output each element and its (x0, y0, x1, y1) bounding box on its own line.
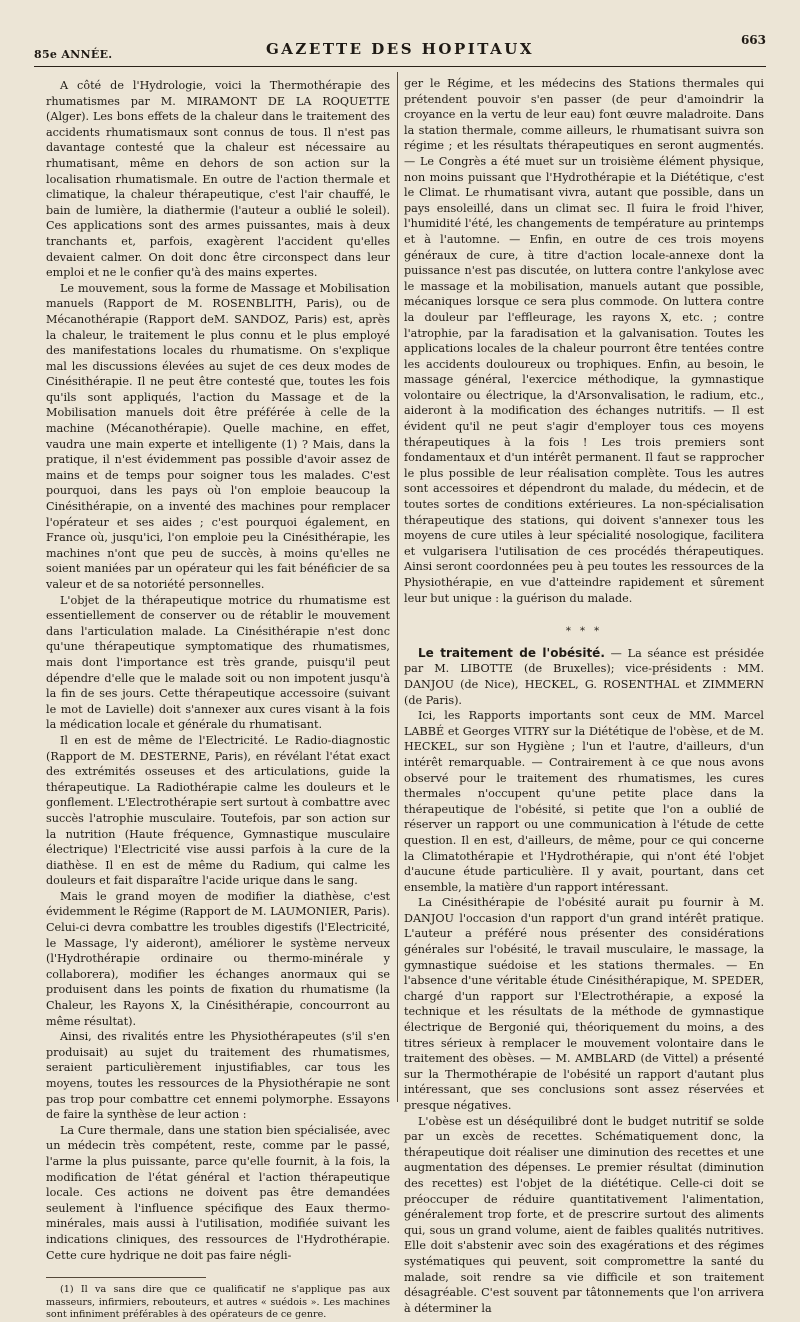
footnote-rule (46, 1277, 206, 1278)
paragraph-reports: Ici, les Rapports importants sont ceux de MM. Marcel LABBÉ et Georges VITRY sur la Diététique de l'obèse, et de M. HECKEL, sur son Hygiène ; l'un et l'autre, d'ailleurs, d'un intérêt remarquable. — Contrairement à ce que nous avons observé pour le traitement des rhumatismes, les cures thermales n'occupent qu'une petite place dans la thérapeutique de l'obésité, si petite que l'on a oublié de réserver un rapport ou une communication à l'étude de cette question. Il en est, d'ailleurs, de même, pour ce qui concerne la Climatothérapie et l'Hydrothérapie, qui n'ont été l'objet d'aucune étude particulière. Il y avait, pourtant, dans cet ensemble, la matière d'un rapport intéressant. (404, 709, 764, 894)
journal-title: GAZETTE DES HOPITAUX (265, 40, 534, 58)
left-column (46, 78, 390, 1322)
paragraph-thermotherapy: A côté de l'Hydrologie, voici la Thermothérapie des rhumatismes par M. MIRAMONT DE LA ROQUETTE (Alger). Les bons effets de la chaleur dans le traitement des accidents rhumatismaux sont connus de tous. Il n'est pas davantage contesté que la chaleur est nécessaire au rhumatisant, même en dehors de son action sur la localisation rhumatismale. En outre de l'action thermale et climatique, la chaleur thérapeutique, c'est l'air chauffé, le bain de lumière, la diathermie (l'auteur a oublié le soleil). Ces applications sont des armes puissantes, mais à deux tranchants et, parfois, exagèrent l'accident qu'elles devaient calmer. On doit donc être circonspect dans leur emploi et ne le confier qu'à des mains expertes. (46, 79, 390, 280)
header-rule (34, 66, 766, 67)
paragraph-continuation: ger le Régime, et les médecins des Stations thermales qui prétendent pouvoir s'en passer (de peur d'amoindrir la croyance en la vertu de leur eau) font œuvre maladroite. Dans la station thermale, comme ailleurs, le rhumatisant suivra son régime ; et les résultats thérapeutiques en seront augmentés. — Le Congrès a été muet sur un troisième élément physique, non moins puissant que l'Hydrothérapie et la Diététique, c'est le Climat. Le rhumatisant vivra, autant que possible, dans un pays ensoleillé, dans un climat sec. Il fuira le froid l'hiver, l'humidité l'été, les changements de température au printemps et à l'automne. — Enfin, en outre de ces trois moyens généraux de cure, à titre d'action locale-annexe dont la puissance n'est pas discutée, on luttera contre l'ankylose avec le massage et la mobilisation, manuels autant que possible, mécaniques lorsque ce sera plus commode. On luttera contre la douleur par l'effleurage, les rayons X, etc. ; contre l'atrophie, par la faradisation et la galvanisation. Toutes les applications locales de la chaleur pourront être tentées contre les accidents douloureux ou trophiques. Enfin, au besoin, le massage général, l'exercice méthodique, la gymnastique volontaire ou électrique, la d'Arsonvalisation, le radium, etc., aideront à la modification des échanges nutritifs. — Il est évident qu'il ne peut s'agir d'employer tous ces moyens thérapeutiques à la fois ! Les trois premiers sont fondamentaux et d'un intérêt permanent. Il faut se rapprocher le plus possible de leur réalisation complète. Tous les autres sont accessoires et dépendront du malade, du médecin, et de toutes sortes de conditions extérieures. La non-spécialisation thérapeutique des stations, qui doivent s'annexer tous les moyens de cure utiles à leur spécialité nosologique, facilitera et vulgarisera l'utilisation de ces procédés thérapeutiques. Ainsi seront coordonnées peu à peu toutes les ressources de la Physiothérapie, en vue d'atteindre rapidement et sûrement leur but unique : la guérison du malade. (404, 77, 764, 605)
right-column (404, 76, 764, 1316)
paragraph-obese-budget: L'obèse est un déséquilibré dont le budget nutritif se solde par un excès de recettes. Schématiquement donc, la thérapeutique doit réaliser une diminution des recettes et une augmentation des dépenses. Le premier résultat (diminution des recettes) est l'objet de la diététique. Celle-ci doit se préoccuper de réduire quantitativement l'alimentation, généralement trop forte, et de prescrire surtout des aliments qui, sous un grand volume, aient de faibles qualités nutritives. Elle doit s'abstenir avec soin des exagérations et des régimes systématiques qui peuvent, soit compromettre la santé du malade, soit rendre sa vie difficile et son traitement désagréable. C'est souvent par tâtonnements que l'on arrivera à déterminer la (404, 1114, 764, 1315)
section-separator: * * * (565, 626, 603, 638)
page-number: 663 (740, 33, 766, 47)
paragraph-massage: Le mouvement, sous la forme de Massage et Mobilisation manuels (Rapport de M. ROSENBLITH, Paris), ou de Mécanothérapie (Rapport deM. SANDOZ, Paris) est, après la chaleur, le traitement le plus connu et le plus employé des manifestations locales du rhumatisme. On s'explique mal les discussions élevées au sujet de ces deux modes de Cinésithérapie. Il ne peut être contesté que, toutes les fois qu'ils sont appliqués, l'action du Massage et de la Mobilisation manuels doit être préférée à celle de la machine (Mécanothérapie). Quelle machine, en effet, vaudra une main experte et intelligente (1) ? Mais, dans la pratique, il n'est évidemment pas possible d'avoir assez de mains et de temps pour soigner tous les malades. C'est pourquoi, dans les pays où l'on emploie beaucoup la Cinésithérapie, on a inventé des machines pour remplacer l'opérateur et ses aides ; c'est pourquoi également, en France où, jusqu'ici, l'on emploie peu la Cinésithérapie, les machines n'ont que peu de succès, à moins qu'elles ne soient maniées par un opérateur qui les fait bénéficier de sa valeur et de sa notoriété personnelles. (46, 281, 390, 591)
session-presidency: — La séance est présidée par M. LIBOTTE (de Bruxelles); vice-présidents : MM. DANJOU (de Nice), HECKEL, G. ROSENTHAL et ZIMMERN (de Paris). (404, 646, 764, 707)
volume-year: 85e ANNÉE. (34, 48, 113, 61)
paragraph-thermal-cure: La Cure thermale, dans une station bien spécialisée, avec un médecin très compétent, reste, comme par le passé, l'arme la plus puissante, parce qu'elle fournit, à la fois, la modification de l'état général et l'action thérapeutique locale. Ces actions ne doivent pas être demandées seulement à l'influence spécifique des Eaux thermo-minérales, mais aussi à l'utilisation, modifiée suivant les indications cliniques, des ressources de l'Hydrothérapie. Cette cure hydrique ne doit pas faire négli- (46, 1123, 390, 1262)
paragraph-kinesitherapy: L'objet de la thérapeutique motrice du rhumatisme est essentiellement de conserver ou de rétablir le mouvement dans l'articulation malade. La Cinésithérapie n'est donc qu'une thérapeutique symptomatique des rhumatismes, mais dont l'importance est très grande, puisqu'il peut dépendre d'elle que le malade soit ou non impotent jusqu'à la fin de ses jours. Cette thérapeutique accessoire (suivant le mot de Lavielle) doit s'annexer aux cures visant à la fois la médication locale et générale du rhumatisant. (46, 593, 390, 732)
column-divider (397, 72, 398, 1102)
paragraph-kinesitherapy-obesity: La Cinésithérapie de l'obésité aurait pu fournir à M. DANJOU l'occasion d'un rapport d'un grand intérêt pratique. L'auteur a préféré nous présenter des considérations générales sur l'obésité, le travail musculaire, le massage, la gymnastique suédoise et les stations thermales. — En l'absence d'une véritable étude Cinésithérapique, M. SPEDER, chargé d'un rapport sur l'Electrothérapie, a exposé la technique et les résultats de la méthode de gymnastique électrique de Bergonié qui, théoriquement du moins, a des titres sérieux à remplacer le mouvement volontaire dans le traitement des obèses. — M. AMBLARD (de Vittel) a présenté sur la Thermothérapie de l'obésité un rapport d'autant plus intéressant, que ses conclusions sont assez réservées et presque négatives. (404, 896, 764, 1112)
footnote: (1) Il va sans dire que ce qualificatif ne s'applique pas aux masseurs, infirmiers, rebouteurs, et autres « suédois ». Les machines sont infiniment préférables à des opérateurs de ce genre. (46, 1284, 390, 1321)
section-title: Le traitement de l'obésité. (418, 645, 605, 660)
paragraph-regime: Mais le grand moyen de modifier la diathèse, c'est évidemment le Régime (Rapport de M. LAUMONIER, Paris). Celui-ci devra combattre les troubles digestifs (l'Electricité, le Massage, l'y aideront), améliorer le système nerveux (l'Hydrothérapie ordinaire ou thermo-minérale y collaborera), modifier les échanges anormaux qui se produisent dans les points de fixation du rhumatisme (la Chaleur, les Rayons X, la Cinésithérapie, concourront au même résultat). (46, 889, 390, 1028)
paragraph-electricity: Il en est de même de l'Electricité. Le Radio-diagnostic (Rapport de M. DESTERNE, Paris), en révélant l'état exact des extrémités osseuses et des articulations, guide la thérapeutique. La Radiothérapie calme les douleurs et le gonflement. L'Electrothérapie sert surtout à combattre avec succès l'atrophie musculaire. Toutefois, par son action sur la nutrition (Haute fréquence, Gymnastique musculaire électrique) l'Electricité vise aussi parfois à la cure de la diathèse. Il en est de même du Radium, qui calme les douleurs et fait disparaître l'acide urique dans le sang. (46, 733, 390, 888)
section-intro (404, 646, 764, 708)
paragraph-synthesis: Ainsi, des rivalités entre les Physiothérapeutes (s'il s'en produisait) au sujet du traitement des rhumatismes, seraient particulièrement injustifiables, car tous les moyens, toutes les ressources de la Physiothérapie ne sont pas trop pour combattre cet ennemi polymorphe. Essayons de faire la synthèse de leur action : (46, 1030, 390, 1122)
